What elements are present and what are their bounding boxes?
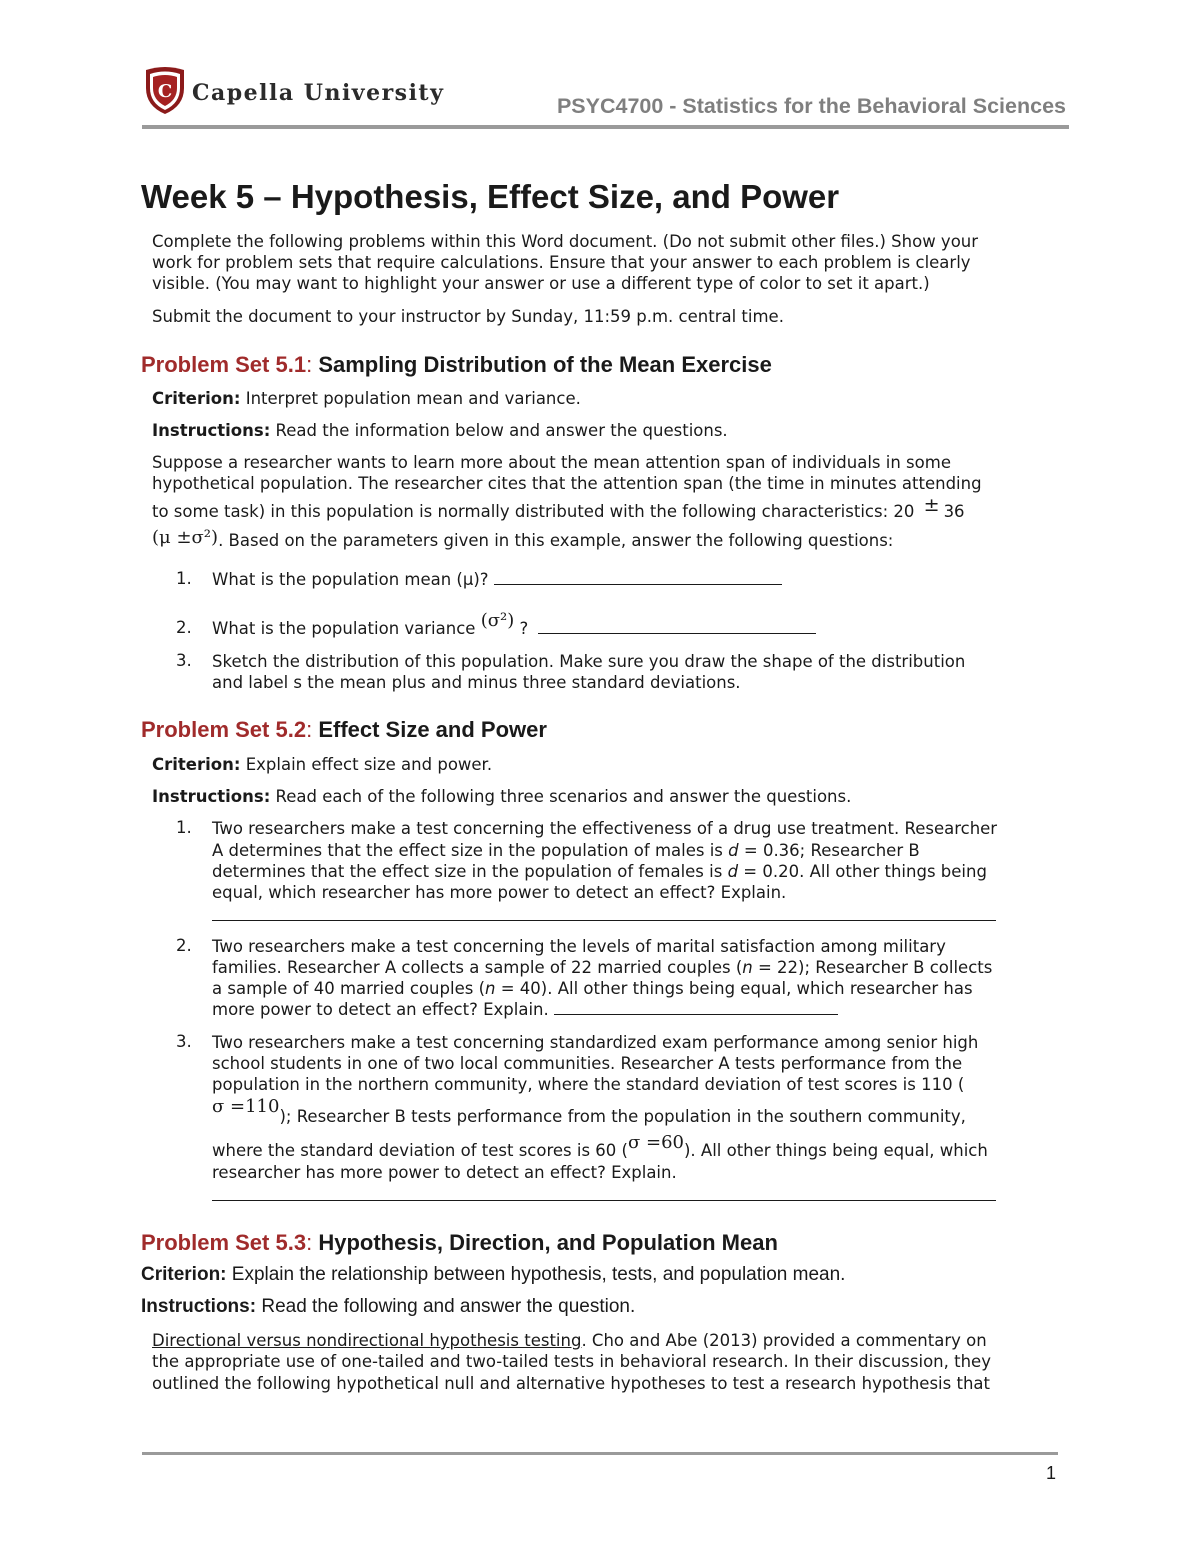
instructions-label: Instructions: [152,421,271,440]
ps1-body-line-4 [152,527,1062,551]
list-number: 2. [176,936,192,955]
scenario-1-line-1: Two researchers make a test concerning the effectiveness of a drug use treatment. Researcher [212,819,998,838]
sample-size-symbol: n [485,979,496,998]
criterion-label: Criterion: [152,755,241,774]
scenario-3-line-2: school students in one of two local communities. Researcher A tests performance from the [212,1054,963,1073]
answer-blank[interactable] [494,570,782,585]
criterion-text: Interpret population mean and variance. [240,389,581,408]
scenario-1-line-4: equal, which researcher has more power to detect an effect? Explain. [212,883,787,902]
problem-set-title: Hypothesis, Direction, and Population Mean [312,1230,778,1255]
criterion-text: Explain effect size and power. [240,755,493,774]
problem-set-label: Problem Set 5.2 [141,717,307,742]
scenario-text: a sample of 40 married couples ( [212,979,486,998]
problem-set-5-3-heading [141,1230,778,1256]
ps1-body-line-1: Suppose a researcher wants to learn more about the mean attention span of individuals in some [152,453,951,472]
math-expression: σ =110 [212,1096,280,1117]
ps1-body-line-2: hypothetical population. The researcher cites that the attention span (the time in minutes attending [152,474,982,493]
criterion-label: Criterion: [152,389,241,408]
page-header [142,66,1069,130]
criterion-text: Explain the relationship between hypothesis, tests, and population mean. [226,1264,846,1285]
capella-logo [142,66,462,122]
effect-size-symbol: d [727,862,739,881]
intro-line-2: work for problem sets that require calculations. Ensure that your answer to each problem is clearly [152,253,971,272]
list-number: 1. [176,818,192,837]
problem-set-5-1-heading [141,352,772,378]
question-text: What is the population variance [212,619,481,638]
scenario-text: families. Researcher A collects a sample of 22 married couples ( [212,958,743,977]
answer-blank[interactable] [554,1000,838,1015]
logo-text: Capella University [192,80,445,106]
answer-blank[interactable] [538,619,816,634]
scenario-2-line-3 [212,978,973,999]
shield-icon [144,66,186,116]
criterion-5-3 [141,1264,845,1286]
ps3-body-line-2: the appropriate use of one-tailed and two-tailed tests in behavioral research. In their discussion, they [152,1352,991,1371]
scenario-3-line-3: population in the northern community, where the standard deviation of test scores is 110 ( [212,1075,965,1094]
problem-set-label: Problem Set 5.3 [141,1230,307,1255]
heading-separator: : [306,717,313,742]
footer-divider [142,1452,1058,1455]
math-expression: (μ ±σ²) [152,527,219,548]
scenario-text: ); Researcher B tests performance from the population in the southern community, [279,1107,966,1126]
page-number: 1 [1046,1463,1057,1483]
problem-set-title: Effect Size and Power [312,717,547,742]
scenario-2-line-2 [212,957,992,978]
instructions-label: Instructions: [141,1296,257,1317]
criterion-5-1 [152,388,1062,409]
scenario-3-line-4 [212,1096,966,1126]
list-number: 1. [176,569,192,588]
answer-blank[interactable] [212,1186,996,1201]
scenario-text: A determines that the effect size in the population of males is [212,841,729,860]
instructions-5-3 [141,1296,635,1318]
intro-line-3: visible. (You may want to highlight your answer or use a different type of color to set it apart.) [152,274,930,293]
math-expression: (σ²) [480,610,515,631]
heading-separator: : [306,1230,313,1255]
instructions-text: Read the following and answer the question. [256,1296,636,1317]
ps3-body-line-1 [152,1330,1062,1351]
submit-instructions: Submit the document to your instructor by Sunday, 11:59 p.m. central time. [152,307,784,326]
question-3-line-2: and label s the mean plus and minus three standard deviations. [212,673,741,692]
ps1-body-line-3 [152,494,1062,522]
list-number: 3. [176,651,192,670]
instructions-text: Read the information below and answer the questions. [270,421,728,440]
effect-size-symbol: d [728,841,739,860]
intro-line-1: Complete the following problems within this Word document. (Do not submit other files.) Show your [152,232,979,251]
scenario-text: = 40). All other things being equal, which researcher has [495,979,973,998]
scenario-text: = 0.20. All other things being [738,862,987,881]
math-expression: σ =60 [627,1132,684,1153]
scenario-text: = 22); Researcher B collects [752,958,993,977]
heading-separator: : [306,352,313,377]
scenario-3-line-1: Two researchers make a test concerning standardized exam performance among senior high [212,1033,979,1052]
question-2 [212,608,816,638]
scenario-3-line-6: researcher has more power to detect an effect? Explain. [212,1163,677,1182]
criterion-5-2 [152,754,1062,775]
question-text: What is the population mean (μ)? [212,570,494,589]
problem-set-5-2-heading [141,717,547,743]
scenario-2-line-4 [212,999,838,1020]
scenario-1-line-2 [212,840,920,861]
problem-set-label: Problem Set 5.1 [141,352,307,377]
body-text: to some task) in this population is normally distributed with the following characteristics: 20 [152,502,915,521]
problem-set-title: Sampling Distribution of the Mean Exercise [312,352,772,377]
instructions-label: Instructions: [152,787,271,806]
scenario-2-line-1: Two researchers make a test concerning the levels of marital satisfaction among military [212,937,946,956]
body-text: . Cho and Abe (2013) provided a commentary on [581,1331,987,1350]
underlined-term: Directional versus nondirectional hypothesis testing [152,1331,582,1350]
question-text: ? [514,619,529,638]
body-value: 36 [943,502,965,521]
svg-text:C: C [157,81,173,102]
criterion-label: Criterion: [141,1264,227,1285]
scenario-1-line-3 [212,861,987,882]
instructions-text: Read each of the following three scenarios and answer the questions. [270,787,852,806]
instructions-5-1 [152,420,1062,441]
answer-blank[interactable] [212,906,996,921]
body-text: . Based on the parameters given in this example, answer the following questions: [218,531,894,550]
scenario-text: where the standard deviation of test scores is 60 ( [212,1141,628,1160]
question-1 [212,569,782,590]
instructions-5-2 [152,786,1062,807]
scenario-text: ). All other things being equal, which [683,1141,988,1160]
scenario-text: more power to detect an effect? Explain. [212,1000,554,1019]
scenario-text: = 0.36; Researcher B [738,841,920,860]
course-title: PSYC4700 - Statistics for the Behavioral Sciences [556,94,1066,118]
question-3-line-1: Sketch the distribution of this population. Make sure you draw the shape of the distribution [212,652,966,671]
sample-size-symbol: n [742,958,753,977]
header-divider [142,125,1069,129]
scenario-text: determines that the effect size in the population of females is [212,862,728,881]
plus-minus-symbol: ± [923,494,940,516]
page-title: Week 5 – Hypothesis, Effect Size, and Power [141,178,840,215]
list-number: 2. [176,618,192,637]
scenario-3-line-5 [212,1132,988,1160]
ps3-body-line-3: outlined the following hypothetical null and alternative hypotheses to test a research hypothesis that [152,1374,990,1393]
list-number: 3. [176,1032,192,1051]
